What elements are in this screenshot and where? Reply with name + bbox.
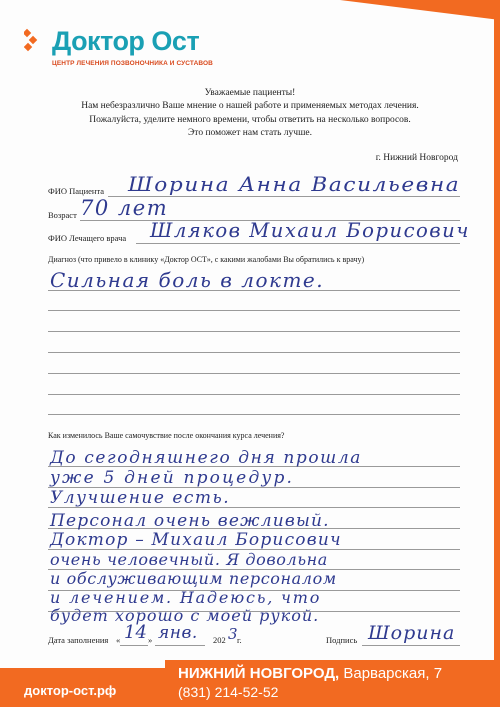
signature-label: Подпись [326,635,358,645]
diagnosis-field[interactable]: Сильная боль в локте. [50,268,325,292]
diagnosis-label: Диагноз (что привело в клинику «Доктор ОСТ», с какими жалобами Вы обратились к врачу) [48,255,365,264]
date-month-line [155,645,205,646]
date-month-field[interactable]: янв. [158,623,198,643]
age-field[interactable]: 70 лет [80,196,169,220]
feedback-text-line: и лечением. Надеюсь, что [50,588,322,607]
doctor-name-label: ФИО Лечащего врача [48,233,127,243]
footer-city: НИЖНИЙ НОВГОРОД, [178,665,340,682]
intro-line: Нам небезразлично Ваше мнение о нашей работе и применяемых методах лечения. [81,101,419,112]
ruled-line [48,290,460,291]
brand-logo [24,26,214,76]
feedback-text-line: Доктор – Михаил Борисович [50,530,342,550]
ruled-line [48,414,460,415]
footer-phone[interactable]: (831) 214-52-52 [178,684,279,700]
doctor-name-field[interactable]: Шляков Михаил Борисович [150,218,470,242]
signature-field[interactable]: Шорина [368,622,456,644]
ruled-line [48,331,460,332]
intro-text [40,87,460,141]
date-label: Дата заполнения [48,635,109,645]
date-year-field[interactable]: 3 [228,625,238,643]
ruled-line [48,352,460,353]
doctor-name-line [136,243,460,244]
corner-accent [340,0,500,20]
side-accent-strip [494,0,500,707]
age-label: Возраст [48,210,77,220]
footer-address [178,665,442,682]
footer-street: Варварская, 7 [343,665,443,682]
feedback-label: Как изменилось Ваше самочувствие после окончания курса лечения? [48,431,285,440]
ruled-line [48,373,460,374]
footer-website-link[interactable]: доктор-ост.рф [24,683,117,698]
date-day-line [120,645,148,646]
patient-name-field[interactable]: Шорина Анна Васильевна [128,172,461,196]
feedback-text-line: будет хорошо с моей рукой. [50,606,320,625]
intro-line: Это поможет нам стать лучше. [188,128,312,139]
brand-tagline: ЦЕНТР ЛЕЧЕНИЯ ПОЗВОНОЧНИКА И СУСТАВОВ [52,60,213,67]
feedback-text-line: уже 5 дней процедур. [50,468,295,488]
brand-name: Доктор Ост [52,26,200,56]
feedback-text-line: Улучшение есть. [50,488,231,508]
feedback-text-line: очень человечный. Я довольна [50,550,328,569]
signature-line [362,645,460,646]
intro-greeting: Уважаемые пациенты! [204,88,296,98]
feedback-text-line: Персонал очень вежливый. [50,511,330,531]
feedback-text-line: и обслуживающим персоналом [50,569,337,588]
footer-banner [0,660,500,707]
feedback-text-line: До сегодняшнего дня прошла [50,448,363,468]
date-day-field[interactable]: 14 [124,622,147,643]
patient-name-label: ФИО Пациента [48,186,105,196]
intro-line: Пожалуйста, уделите немного времени, чтобы ответить на несколько вопросов. [89,114,411,125]
date-year-unit: г. [237,635,242,645]
date-quote-open: « [116,635,121,645]
date-year-prefix: 202 [213,635,226,645]
ruled-line [48,310,460,311]
ruled-line [48,394,460,395]
clinic-logo-icon [24,28,46,54]
city-label: г. Нижний Новгород [375,153,458,163]
date-quote-close: » [148,635,153,645]
